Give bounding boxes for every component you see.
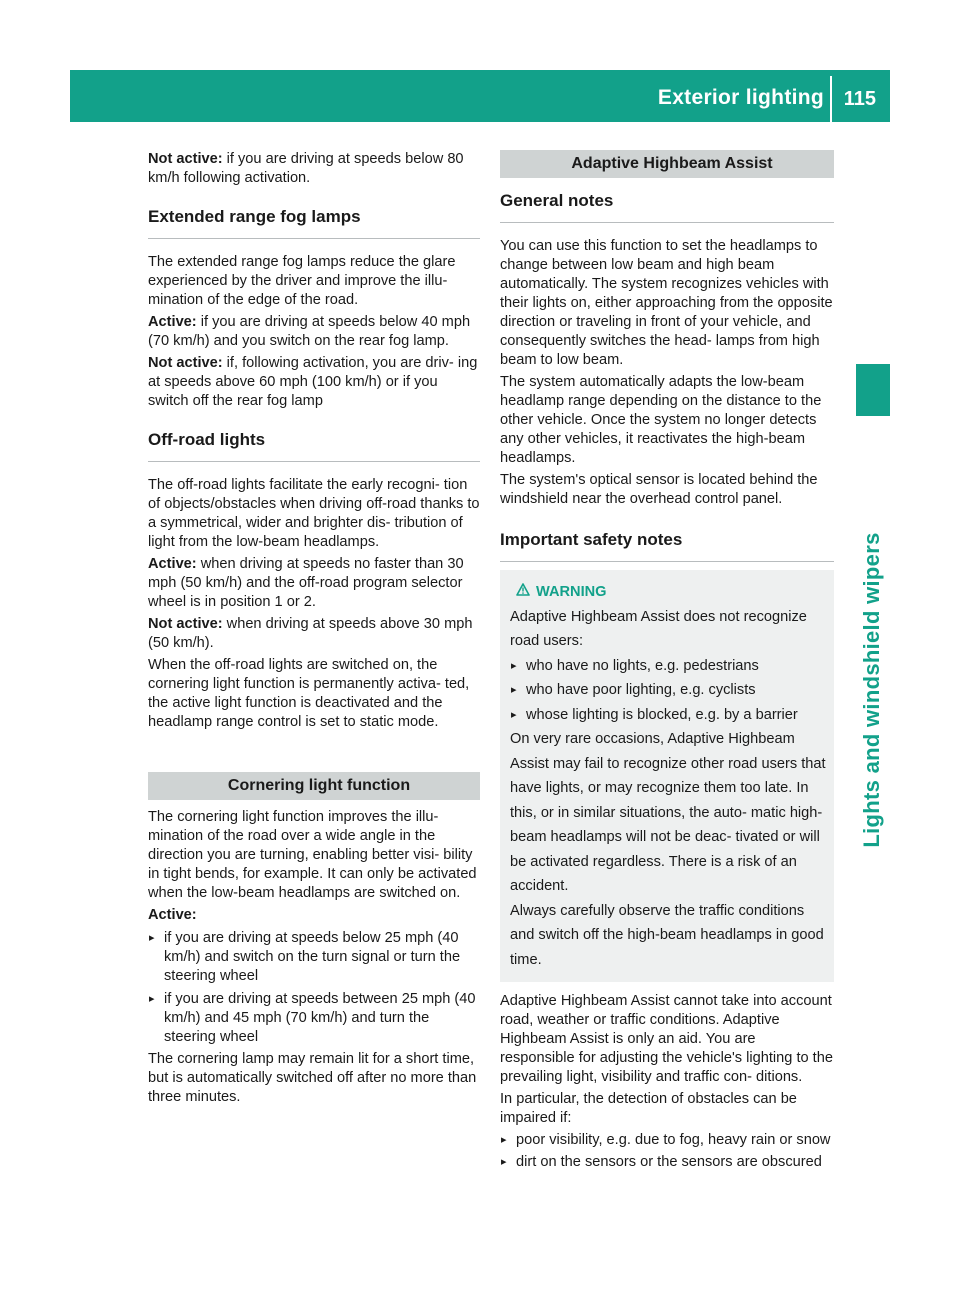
text: if you are driving at speeds below 40 mph (70 km/h) and you switch on the rear fog lamp. — [148, 314, 471, 349]
cornering-list — [148, 929, 480, 1047]
off-road-paragraph-2: When the off-road lights are switched on, the cornering light function is permanently activa- ted, the active light function is deactivated and the headlamp range control is set to static mode. — [148, 657, 470, 730]
fog-lamps-heading: Extended range fog lamps — [148, 206, 480, 239]
header-divider — [830, 76, 832, 122]
general-paragraph-1: You can use this function to set the headlamps to change between low beam and high beam automatically. The system recognizes vehicles with their lights on, either approaching from the opposite direction or traveling in front of your vehicle, and consequently switches the head- lamps from high beam to low beam. — [500, 238, 833, 368]
list-item: ▸ if you are driving at speeds between 25 mph (40 km/h) and 45 mph (70 km/h) and turn the steering wheel — [148, 990, 480, 1047]
general-paragraph-2: The system automatically adapts the low-beam headlamp range depending on the distance to the other vehicle. Once the system no longer detects any other vehicles, it reactivates the high-beam headlamps. — [500, 374, 822, 466]
left-column — [148, 150, 480, 1107]
cornering-section-title: Cornering light function — [148, 772, 480, 800]
warning-box — [500, 570, 834, 982]
list-item: ▸ poor visibility, e.g. due to fog, heavy rain or snow — [500, 1131, 834, 1150]
text: if, following activation, you are driv- ing at speeds above 60 mph (100 km/h) or if you switch off the rear fog lamp — [148, 355, 478, 409]
cornering-active-label: Active: — [148, 907, 197, 923]
highbeam-section-title: Adaptive Highbeam Assist — [500, 150, 834, 178]
cornering-paragraph: The cornering light function improves the illu- mination of the road over a wide angle in the direction you are turning, enabling better visi- bility in tight bends, for example. It can only be activated when the low-beam headlamps are switched on. — [148, 809, 477, 901]
warning-intro: Adaptive Highbeam Assist does not recognize road users: — [510, 608, 807, 649]
page-header — [70, 70, 890, 122]
list-item: ▸ who have no lights, e.g. pedestrians — [510, 654, 826, 679]
text: when driving at speeds above 30 mph (50 km/h). — [148, 616, 473, 651]
list-item: ▸ dirt on the sensors or the sensors are obscured — [500, 1153, 834, 1172]
side-tab-label: Lights and windshield wipers — [859, 532, 884, 848]
warning-header — [510, 580, 826, 605]
off-road-paragraph: The off-road lights facilitate the early recogni- tion of objects/obstacles when driving off-road thanks to a symmetrical, wider and brighter dis- tribution of light from the low-beam headlamps. — [148, 477, 480, 550]
list-item: ▸ who have poor lighting, e.g. cyclists — [510, 678, 826, 703]
off-road-active — [148, 555, 480, 612]
page-number: 115 — [843, 88, 876, 110]
label: Not active: — [148, 616, 223, 632]
label: Not active: — [148, 151, 223, 167]
fog-active — [148, 313, 480, 351]
text: if you are driving at speeds below 80 km/h following activation. — [148, 151, 464, 186]
warning-paragraph-1: On very rare occasions, Adaptive Highbeam Assist may fail to recognize other road users that have lights, or may recognize them too late. In this, or in similar situations, the auto- matic high-beam headlamps will not be deac- tivated or will be activated regardless. There is a risk of an accident. — [510, 731, 826, 894]
general-notes-heading: General notes — [500, 190, 834, 223]
cornering-paragraph-2: The cornering lamp may remain lit for a short time, but is automatically switched off after no more than three minutes. — [148, 1051, 477, 1105]
safety-list — [500, 1131, 834, 1172]
warning-paragraph-2: Always carefully observe the traffic conditions and switch off the high-beam headlamps in good time. — [510, 902, 824, 968]
intro-paragraph — [148, 150, 480, 188]
safety-paragraph-1: Adaptive Highbeam Assist cannot take into account road, weather or traffic conditions. Adaptive Highbeam Assist is only an aid. You are responsible for adjusting the vehicle's lighting to the prevailing light, visibility and traffic con- ditions. — [500, 993, 833, 1085]
label: Active: — [148, 556, 197, 572]
warning-label: WARNING — [536, 584, 607, 600]
off-road-not-active — [148, 615, 480, 653]
fog-not-active — [148, 354, 480, 411]
right-column — [500, 150, 834, 1172]
label: Not active: — [148, 355, 223, 371]
safety-notes-heading: Important safety notes — [500, 529, 834, 562]
fog-paragraph: The extended range fog lamps reduce the glare experienced by the driver and improve the illu- mination of the edge of the road. — [148, 254, 456, 308]
side-tab-marker — [856, 364, 890, 416]
warning-list — [510, 654, 826, 728]
header-title: Exterior lighting — [657, 86, 824, 109]
list-item: ▸ whose lighting is blocked, e.g. by a barrier — [510, 703, 826, 728]
list-item: ▸ if you are driving at speeds below 25 mph (40 km/h) and switch on the turn signal or turn the steering wheel — [148, 929, 480, 986]
general-paragraph-3: The system's optical sensor is located behind the windshield near the overhead control panel. — [500, 472, 818, 507]
safety-paragraph-2: In particular, the detection of obstacles can be impaired if: — [500, 1091, 797, 1126]
off-road-heading: Off-road lights — [148, 429, 480, 462]
text: when driving at speeds no faster than 30 mph (50 km/h) and the off-road program selector wheel is in position 1 or 2. — [148, 556, 464, 610]
warning-triangle-icon — [516, 580, 530, 605]
label: Active: — [148, 314, 197, 330]
